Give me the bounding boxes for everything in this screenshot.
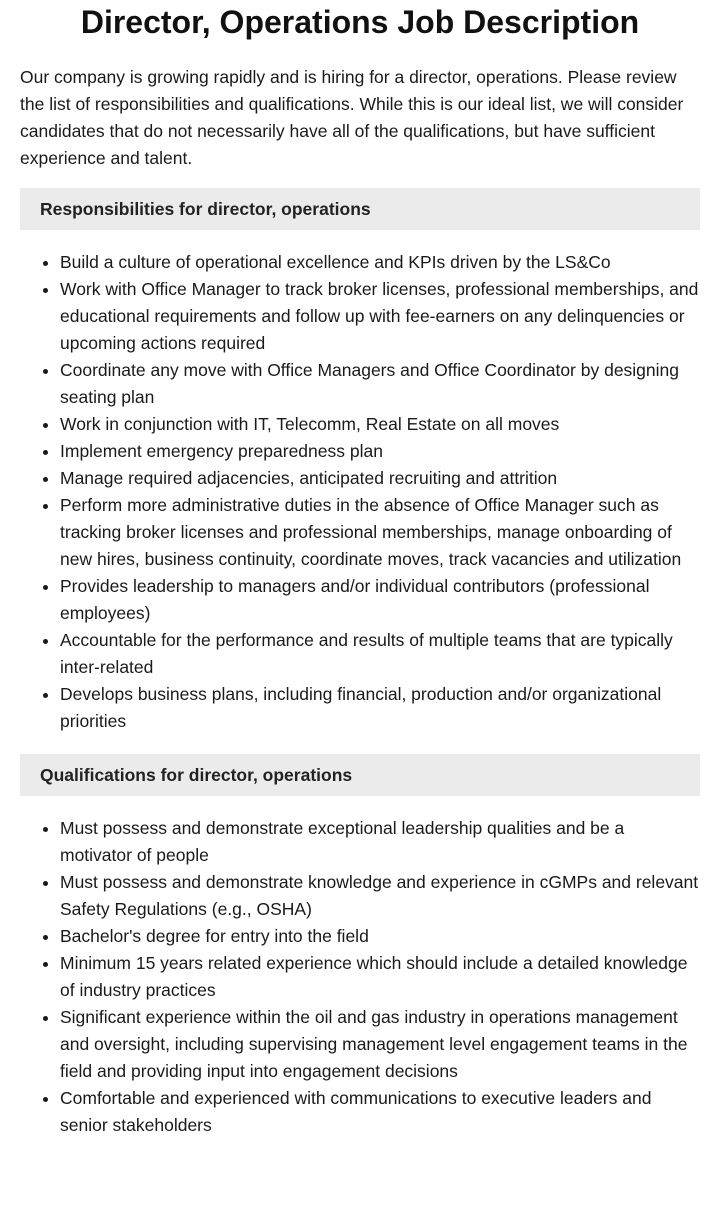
list-item: • Manage required adjacencies, anticipated recruiting and attrition xyxy=(60,465,700,492)
list-item: • Implement emergency preparedness plan xyxy=(60,438,700,465)
list-item: • Must possess and demonstrate knowledge and experience in cGMPs and relevant Safety Regulations (e.g., OSHA) xyxy=(60,869,700,923)
list-item: • Minimum 15 years related experience which should include a detailed knowledge of industry practices xyxy=(60,950,700,1004)
list-item: • Build a culture of operational excellence and KPIs driven by the LS&Co xyxy=(60,249,700,276)
list-item: • Coordinate any move with Office Managers and Office Coordinator by designing seating plan xyxy=(60,357,700,411)
list-item: • Perform more administrative duties in the absence of Office Manager such as tracking broker licenses and professional memberships, manage onboarding of new hires, business continuity, coordinate moves, track vacancies and utilization xyxy=(60,492,700,573)
responsibilities-heading: Responsibilities for director, operations xyxy=(20,188,700,230)
list-item: • Significant experience within the oil and gas industry in operations management and oversight, including supervising management level engagement teams in the field and providing input into engagement decisions xyxy=(60,1004,700,1085)
list-item: • Comfortable and experienced with communications to executive leaders and senior stakeholders xyxy=(60,1085,700,1139)
list-item: • Bachelor's degree for entry into the field xyxy=(60,923,700,950)
page-title: Director, Operations Job Description xyxy=(80,4,640,40)
list-item: • Work in conjunction with IT, Telecomm, Real Estate on all moves xyxy=(60,411,700,438)
list-item: • Develops business plans, including financial, production and/or organizational priorities xyxy=(60,681,700,735)
responsibilities-list xyxy=(20,249,700,735)
intro-paragraph: Our company is growing rapidly and is hiring for a director, operations. Please review the list of responsibilities and qualifications. While this is our ideal list, we will consider candidates that do not necessarily have all of the qualifications, but have sufficient experience and talent. xyxy=(20,67,684,168)
qualifications-heading: Qualifications for director, operations xyxy=(20,754,700,796)
list-item: • Work with Office Manager to track broker licenses, professional memberships, and educational requirements and follow up with fee-earners on any delinquencies or upcoming actions required xyxy=(60,276,700,357)
list-item: • Provides leadership to managers and/or individual contributors (professional employees) xyxy=(60,573,700,627)
list-item: • Must possess and demonstrate exceptional leadership qualities and be a motivator of people xyxy=(60,815,700,869)
qualifications-list xyxy=(20,815,700,1139)
list-item: • Accountable for the performance and results of multiple teams that are typically inter-related xyxy=(60,627,700,681)
